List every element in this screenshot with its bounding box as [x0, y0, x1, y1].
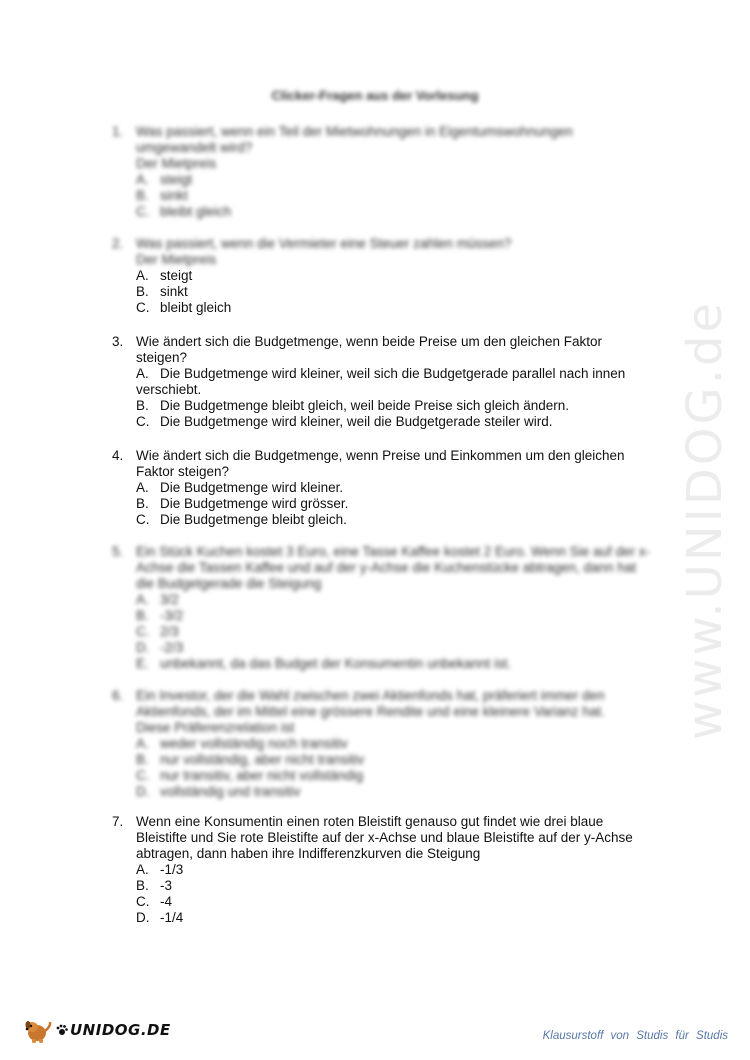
- answer-option: C. 2/3: [136, 624, 179, 639]
- question-text: Wie ändert sich die Budgetmenge, wenn Preise und Einkommen um den gleichen Faktor steigen?: [136, 448, 625, 479]
- question-1: [112, 124, 652, 220]
- answer-option: D. -1/4: [136, 910, 184, 925]
- question-5: [112, 544, 652, 672]
- question-number: 6.: [112, 688, 124, 703]
- answer-option: B. Die Budgetmenge wird grösser.: [136, 496, 349, 511]
- question-text: Ein Investor, der die Wahl zwischen zwei Aktienfonds hat, präferiert immer den Aktienfonds, der im Mittel eine grössere Rendite und eine kleinere Varianz hat.: [136, 688, 605, 719]
- answer-option: C. nur transitiv, aber nicht vollständig: [136, 768, 364, 783]
- question-text: Wie ändert sich die Budgetmenge, wenn beide Preise um den gleichen Faktor steigen?: [136, 334, 603, 365]
- question-2: [112, 236, 652, 316]
- answer-option: B. sinkt: [136, 284, 188, 299]
- watermark: www.UNIDOG.de: [677, 299, 733, 741]
- answer-option: B. -3: [136, 878, 173, 893]
- paw-icon: [56, 1024, 68, 1036]
- question-text: Was passiert, wenn die Vermieter eine Steuer zahlen müssen?: [136, 236, 512, 251]
- answer-option: A. weder vollständig noch transitiv: [136, 736, 348, 751]
- question-6: [112, 688, 652, 800]
- question-7: [112, 814, 652, 926]
- question-text: Was passiert, wenn ein Teil der Mietwohnungen in Eigentumswohnungen umgewandelt wird?: [136, 124, 573, 155]
- answer-option-continuation: verschiebt.: [136, 382, 202, 397]
- answer-option: C. -4: [136, 894, 173, 909]
- answer-option: B. Die Budgetmenge bleibt gleich, weil beide Preise sich gleich ändern.: [136, 398, 569, 413]
- question-4: [112, 448, 652, 528]
- answer-option: A. Die Budgetmenge wird kleiner, weil sich die Budgetgerade parallel nach innen: [136, 366, 626, 381]
- answer-option: A. steigt: [136, 172, 193, 187]
- answer-option: A. 3/2: [136, 592, 179, 607]
- logo-text: UNIDOG.DE: [70, 1021, 171, 1039]
- question-subtext: Der Mietpreis: [136, 156, 217, 171]
- footer-tagline: Klausurstoff von Studis für Studis: [542, 1030, 728, 1042]
- answer-option: C. bleibt gleich: [136, 204, 232, 219]
- question-text: Wenn eine Konsumentin einen roten Bleistift genauso gut findet wie drei blaue Bleistifte und Sie rote Bleistifte auf der x-Achse und blaue Bleistifte auf der y-Achse abtragen, dann haben ihre Indifferenzkurven die Steigung: [136, 814, 633, 861]
- page-title: Clicker-Fragen aus der Vorlesung: [271, 88, 479, 103]
- answer-option: B. -3/2: [136, 608, 184, 623]
- question-subtext: Der Mietpreis: [136, 252, 217, 267]
- question-number: 5.: [112, 544, 124, 559]
- answer-option: A. Die Budgetmenge wird kleiner.: [136, 480, 344, 495]
- question-number: 4.: [112, 448, 124, 463]
- answer-option: D. -2/3: [136, 640, 184, 655]
- answer-option: A. -1/3: [136, 862, 184, 877]
- answer-option: D. vollständig und transitiv: [136, 784, 301, 799]
- question-3: [112, 334, 652, 430]
- question-number: 2.: [112, 236, 124, 251]
- answer-option: A. steigt: [136, 268, 193, 283]
- answer-option: C. Die Budgetmenge wird kleiner, weil die Budgetgerade steiler wird.: [136, 414, 553, 429]
- question-text: Ein Stück Kuchen kostet 3 Euro, eine Tasse Kaffee kostet 2 Euro. Wenn Sie auf der x-Achse die Tassen Kaffee und auf der y-Achse die Kuchenstücke abtragen, dann hat die Budgetgerade die Steigung: [136, 544, 651, 591]
- dog-icon: [24, 1016, 54, 1044]
- question-number: 3.: [112, 334, 124, 349]
- question-number: 1.: [112, 124, 124, 139]
- question-subtext: Diese Präferenzrelation ist: [136, 720, 295, 735]
- unidog-logo[interactable]: [24, 1016, 171, 1044]
- answer-option: B. sinkt: [136, 188, 188, 203]
- answer-option: E. unbekannt, da das Budget der Konsumentin unbekannt ist.: [136, 656, 512, 671]
- answer-option: C. bleibt gleich: [136, 300, 232, 315]
- question-number: 7.: [112, 814, 124, 829]
- answer-option: C. Die Budgetmenge bleibt gleich.: [136, 512, 347, 527]
- answer-option: B. nur vollständig, aber nicht transitiv: [136, 752, 365, 767]
